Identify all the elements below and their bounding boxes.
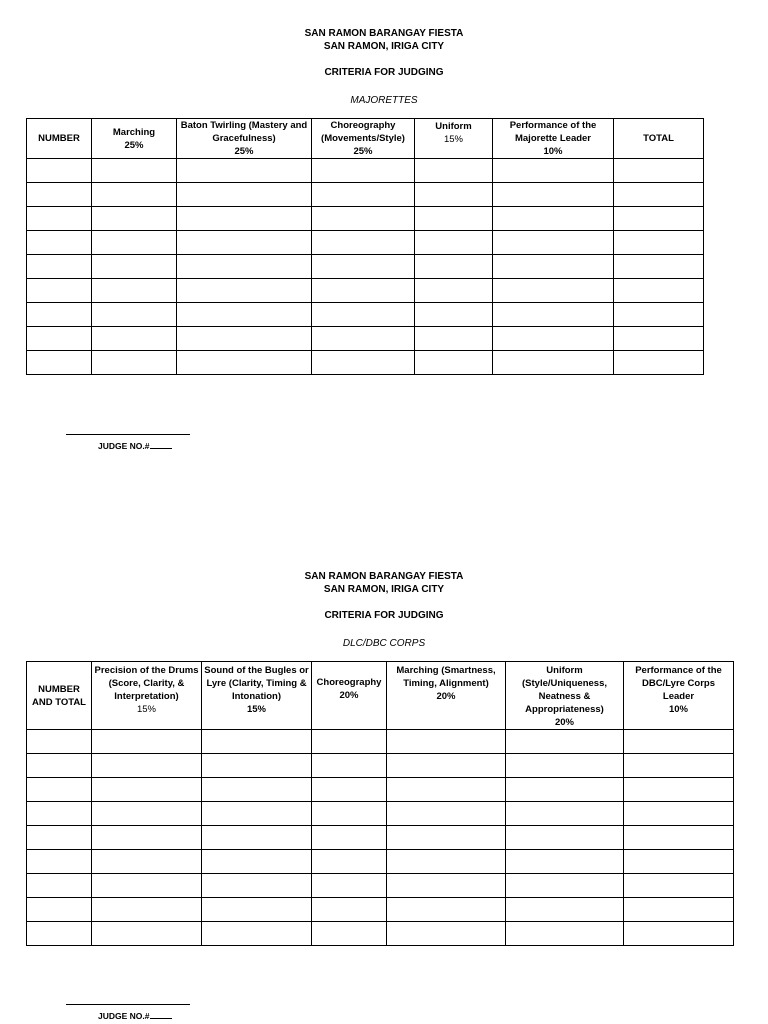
score-cell[interactable] bbox=[506, 874, 624, 898]
score-cell[interactable] bbox=[92, 898, 202, 922]
score-cell[interactable] bbox=[92, 303, 177, 327]
table-row bbox=[27, 754, 734, 778]
col-header-choreography: Choreography (Movements/Style) 25% bbox=[312, 119, 415, 159]
fiesta-title: SAN RAMON BARANGAY FIESTA bbox=[304, 571, 464, 582]
score-cell[interactable] bbox=[387, 754, 506, 778]
score-cell[interactable] bbox=[312, 922, 387, 946]
score-cell[interactable] bbox=[614, 303, 704, 327]
score-cell[interactable] bbox=[312, 874, 387, 898]
score-cell[interactable] bbox=[614, 207, 704, 231]
score-cell[interactable] bbox=[624, 874, 734, 898]
score-cell[interactable] bbox=[312, 826, 387, 850]
score-cell[interactable] bbox=[624, 922, 734, 946]
table-row bbox=[27, 159, 704, 183]
corps-score-rows bbox=[27, 730, 734, 946]
judge-number-blank[interactable] bbox=[150, 1010, 172, 1019]
score-cell[interactable] bbox=[387, 778, 506, 802]
score-cell[interactable] bbox=[202, 898, 312, 922]
judge-signature-line bbox=[66, 1004, 190, 1005]
score-cell[interactable] bbox=[202, 754, 312, 778]
score-cell[interactable] bbox=[493, 183, 614, 207]
score-cell[interactable] bbox=[415, 183, 493, 207]
score-cell[interactable] bbox=[614, 183, 704, 207]
score-cell[interactable] bbox=[27, 922, 92, 946]
score-cell[interactable] bbox=[27, 279, 92, 303]
col-header-drums: Precision of the Drums (Score, Clarity, & Interpretation) 15% bbox=[92, 662, 202, 730]
location-title: SAN RAMON, IRIGA CITY bbox=[323, 41, 445, 52]
corps-criteria-table bbox=[26, 661, 734, 946]
score-cell[interactable] bbox=[27, 303, 92, 327]
score-cell[interactable] bbox=[493, 207, 614, 231]
score-cell[interactable] bbox=[415, 159, 493, 183]
score-cell[interactable] bbox=[387, 826, 506, 850]
table-header-row bbox=[27, 662, 734, 730]
score-cell[interactable] bbox=[92, 231, 177, 255]
score-cell[interactable] bbox=[27, 730, 92, 754]
score-cell[interactable] bbox=[92, 850, 202, 874]
score-cell[interactable] bbox=[27, 850, 92, 874]
score-cell[interactable] bbox=[27, 802, 92, 826]
table-row bbox=[27, 327, 704, 351]
col-header-uniform: Uniform (Style/Uniqueness, Neatness & Appropriateness) 20% bbox=[506, 662, 624, 730]
score-cell[interactable] bbox=[177, 255, 312, 279]
score-cell[interactable] bbox=[624, 754, 734, 778]
col-header-baton-twirling: Baton Twirling (Mastery and Gracefulness) 25% bbox=[177, 119, 312, 159]
score-cell[interactable] bbox=[387, 922, 506, 946]
score-cell[interactable] bbox=[415, 279, 493, 303]
score-cell[interactable] bbox=[312, 279, 415, 303]
score-cell[interactable] bbox=[27, 778, 92, 802]
score-cell[interactable] bbox=[312, 303, 415, 327]
score-cell[interactable] bbox=[415, 327, 493, 351]
table-row bbox=[27, 826, 734, 850]
score-cell[interactable] bbox=[27, 898, 92, 922]
score-cell[interactable] bbox=[27, 183, 92, 207]
score-cell[interactable] bbox=[27, 327, 92, 351]
score-cell[interactable] bbox=[415, 303, 493, 327]
score-cell[interactable] bbox=[493, 159, 614, 183]
table-row bbox=[27, 922, 734, 946]
col-header-bugles-lyre: Sound of the Bugles or Lyre (Clarity, Timing & Intonation) 15% bbox=[202, 662, 312, 730]
score-cell[interactable] bbox=[202, 778, 312, 802]
score-cell[interactable] bbox=[92, 778, 202, 802]
col-header-marching: Marching (Smartness, Timing, Alignment) 20% bbox=[387, 662, 506, 730]
score-cell[interactable] bbox=[92, 327, 177, 351]
score-cell[interactable] bbox=[312, 255, 415, 279]
score-cell[interactable] bbox=[27, 826, 92, 850]
location-title: SAN RAMON, IRIGA CITY bbox=[323, 584, 445, 595]
score-cell[interactable] bbox=[506, 898, 624, 922]
score-cell[interactable] bbox=[312, 183, 415, 207]
table-row bbox=[27, 183, 704, 207]
score-cell[interactable] bbox=[415, 351, 493, 375]
score-cell[interactable] bbox=[387, 730, 506, 754]
score-cell[interactable] bbox=[312, 351, 415, 375]
score-cell[interactable] bbox=[624, 898, 734, 922]
judge-signature-line bbox=[66, 434, 190, 435]
score-cell[interactable] bbox=[415, 207, 493, 231]
table-row bbox=[27, 231, 704, 255]
score-cell[interactable] bbox=[92, 207, 177, 231]
score-cell[interactable] bbox=[387, 898, 506, 922]
score-cell[interactable] bbox=[624, 826, 734, 850]
score-cell[interactable] bbox=[27, 231, 92, 255]
score-cell[interactable] bbox=[177, 207, 312, 231]
criteria-heading: CRITERIA FOR JUDGING bbox=[324, 67, 444, 78]
criteria-heading: CRITERIA FOR JUDGING bbox=[324, 610, 444, 621]
score-cell[interactable] bbox=[312, 159, 415, 183]
score-cell[interactable] bbox=[202, 922, 312, 946]
score-cell[interactable] bbox=[92, 279, 177, 303]
score-cell[interactable] bbox=[312, 231, 415, 255]
col-header-number: NUMBER bbox=[27, 119, 92, 159]
score-cell[interactable] bbox=[27, 351, 92, 375]
score-cell[interactable] bbox=[415, 231, 493, 255]
col-header-uniform: Uniform 15% bbox=[415, 119, 493, 159]
score-cell[interactable] bbox=[202, 874, 312, 898]
table-row bbox=[27, 351, 704, 375]
score-cell[interactable] bbox=[624, 778, 734, 802]
score-cell[interactable] bbox=[624, 850, 734, 874]
table-row bbox=[27, 303, 704, 327]
judge-number-label: JUDGE NO.# bbox=[98, 1010, 172, 1021]
score-cell[interactable] bbox=[614, 279, 704, 303]
score-cell[interactable] bbox=[202, 826, 312, 850]
score-cell[interactable] bbox=[312, 898, 387, 922]
judge-number-label: JUDGE NO.# bbox=[98, 440, 172, 451]
score-cell[interactable] bbox=[506, 826, 624, 850]
col-header-choreography: Choreography 20% bbox=[312, 662, 387, 730]
table-row bbox=[27, 778, 734, 802]
score-cell[interactable] bbox=[312, 207, 415, 231]
score-cell[interactable] bbox=[614, 327, 704, 351]
score-cell[interactable] bbox=[614, 255, 704, 279]
category-heading: DLC/DBC CORPS bbox=[342, 638, 426, 649]
score-cell[interactable] bbox=[415, 255, 493, 279]
score-cell[interactable] bbox=[312, 802, 387, 826]
score-cell[interactable] bbox=[92, 159, 177, 183]
score-cell[interactable] bbox=[92, 183, 177, 207]
table-row bbox=[27, 874, 734, 898]
score-cell[interactable] bbox=[27, 255, 92, 279]
table-row bbox=[27, 850, 734, 874]
score-cell[interactable] bbox=[177, 351, 312, 375]
score-cell[interactable] bbox=[312, 327, 415, 351]
score-cell[interactable] bbox=[312, 778, 387, 802]
judge-number-blank[interactable] bbox=[150, 440, 172, 449]
table-row bbox=[27, 207, 704, 231]
score-cell[interactable] bbox=[27, 754, 92, 778]
score-cell[interactable] bbox=[387, 850, 506, 874]
score-cell[interactable] bbox=[177, 159, 312, 183]
score-cell[interactable] bbox=[177, 303, 312, 327]
score-cell[interactable] bbox=[506, 802, 624, 826]
score-cell[interactable] bbox=[92, 802, 202, 826]
score-cell[interactable] bbox=[506, 922, 624, 946]
score-cell[interactable] bbox=[493, 303, 614, 327]
score-cell[interactable] bbox=[177, 279, 312, 303]
score-cell[interactable] bbox=[202, 730, 312, 754]
score-cell[interactable] bbox=[493, 327, 614, 351]
score-cell[interactable] bbox=[506, 778, 624, 802]
score-cell[interactable] bbox=[387, 802, 506, 826]
score-cell[interactable] bbox=[92, 730, 202, 754]
score-cell[interactable] bbox=[493, 231, 614, 255]
score-cell[interactable] bbox=[177, 231, 312, 255]
score-cell[interactable] bbox=[506, 850, 624, 874]
score-cell[interactable] bbox=[624, 730, 734, 754]
score-cell[interactable] bbox=[92, 351, 177, 375]
table-row bbox=[27, 279, 704, 303]
score-cell[interactable] bbox=[92, 874, 202, 898]
score-cell[interactable] bbox=[614, 159, 704, 183]
score-cell[interactable] bbox=[312, 730, 387, 754]
col-header-total: TOTAL bbox=[614, 119, 704, 159]
score-cell[interactable] bbox=[506, 730, 624, 754]
score-cell[interactable] bbox=[27, 874, 92, 898]
score-cell[interactable] bbox=[312, 850, 387, 874]
score-cell[interactable] bbox=[92, 826, 202, 850]
score-cell[interactable] bbox=[614, 231, 704, 255]
table-row bbox=[27, 802, 734, 826]
score-cell[interactable] bbox=[27, 207, 92, 231]
table-row bbox=[27, 255, 704, 279]
table-header-row bbox=[27, 119, 704, 159]
score-cell[interactable] bbox=[506, 754, 624, 778]
score-cell[interactable] bbox=[493, 351, 614, 375]
score-cell[interactable] bbox=[92, 754, 202, 778]
score-cell[interactable] bbox=[202, 802, 312, 826]
col-header-corps-leader: Performance of the DBC/Lyre Corps Leader 10% bbox=[624, 662, 734, 730]
score-cell[interactable] bbox=[624, 802, 734, 826]
category-heading: MAJORETTES bbox=[350, 95, 418, 106]
col-header-majorette-leader: Performance of the Majorette Leader 10% bbox=[493, 119, 614, 159]
score-cell[interactable] bbox=[92, 255, 177, 279]
score-cell[interactable] bbox=[614, 351, 704, 375]
table-row bbox=[27, 898, 734, 922]
col-header-number-and-total: NUMBER AND TOTAL bbox=[27, 662, 92, 730]
score-cell[interactable] bbox=[493, 255, 614, 279]
majorettes-criteria-table bbox=[26, 118, 704, 375]
table-row bbox=[27, 730, 734, 754]
score-cell[interactable] bbox=[92, 922, 202, 946]
col-header-marching: Marching 25% bbox=[92, 119, 177, 159]
majorettes-score-rows bbox=[27, 159, 704, 375]
score-cell[interactable] bbox=[312, 754, 387, 778]
score-cell[interactable] bbox=[493, 279, 614, 303]
score-cell[interactable] bbox=[177, 327, 312, 351]
score-cell[interactable] bbox=[202, 850, 312, 874]
fiesta-title: SAN RAMON BARANGAY FIESTA bbox=[304, 28, 464, 39]
score-cell[interactable] bbox=[387, 874, 506, 898]
score-cell[interactable] bbox=[27, 159, 92, 183]
score-cell[interactable] bbox=[177, 183, 312, 207]
